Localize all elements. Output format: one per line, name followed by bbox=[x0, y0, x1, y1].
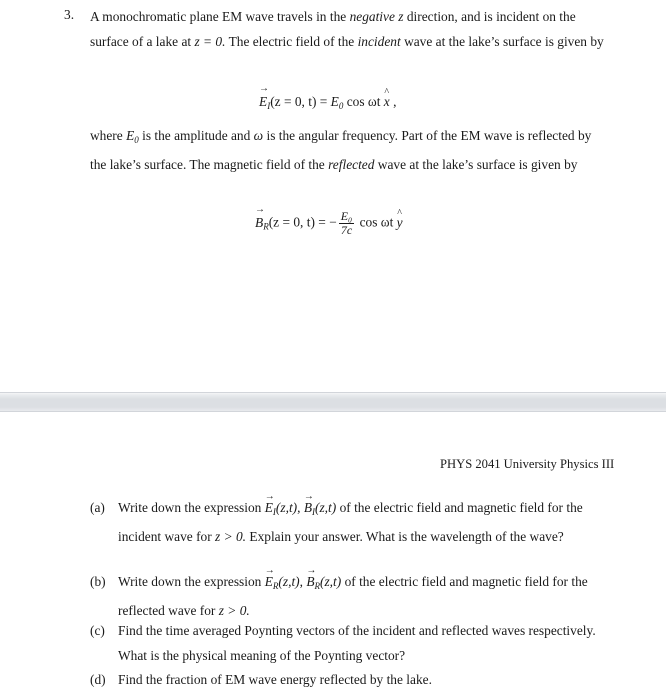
para2-text-2: is the amplitude and bbox=[138, 128, 254, 143]
second-paragraph bbox=[90, 124, 610, 177]
part-b-vector-B: → B bbox=[306, 570, 314, 595]
part-a-condition: z > 0. bbox=[215, 528, 247, 544]
intro-text-2: direction, and is incident on the surface of a lake at bbox=[90, 9, 576, 49]
fraction-numerator: E₀ bbox=[340, 209, 353, 223]
part-c bbox=[90, 619, 610, 668]
part-b-sep: , bbox=[299, 574, 307, 589]
part-a-text-3: Explain your answer. What is the wavelength of the wave? bbox=[246, 528, 564, 544]
symbol-E: E bbox=[126, 128, 135, 143]
vector-E: → E bbox=[259, 94, 267, 110]
part-b-sub-R-2: R bbox=[314, 581, 321, 591]
part-a-sub-I-2: I bbox=[312, 507, 316, 517]
part-a-args-1: (z,t) bbox=[275, 500, 298, 515]
eq2-args: (z = 0, t) = − bbox=[268, 214, 337, 230]
question-number: 3. bbox=[64, 7, 75, 22]
intro-paragraph bbox=[90, 5, 610, 54]
part-d-label: (d) bbox=[90, 672, 106, 687]
part-d bbox=[90, 668, 610, 693]
part-b bbox=[90, 570, 610, 623]
para2-emphasis-reflected: reflected bbox=[328, 156, 375, 172]
vector-B: → B bbox=[255, 215, 263, 231]
symbol-omega: ω bbox=[253, 128, 264, 143]
part-a bbox=[90, 496, 610, 549]
eq1-tail: , bbox=[389, 94, 397, 109]
fraction-E0-over-7c bbox=[339, 210, 355, 237]
part-a-args-2: (z,t) bbox=[315, 500, 337, 515]
fraction-denominator: 7c bbox=[340, 223, 353, 237]
part-a-text-2: of the electric field and magnetic field for the incident wave for bbox=[118, 500, 583, 544]
part-d-text: Find the fraction of EM wave energy reflected by the lake. bbox=[118, 672, 432, 687]
para2-text-4: wave at the lake’s surface is given by bbox=[374, 156, 578, 172]
part-b-condition: z > 0. bbox=[218, 602, 250, 618]
intro-emphasis-incident: incident bbox=[357, 33, 401, 49]
part-a-sub-I: I bbox=[272, 507, 276, 517]
intro-emphasis-negative-z: negative z bbox=[349, 9, 404, 24]
page-separator bbox=[0, 392, 666, 412]
part-a-vector-E: → E bbox=[265, 496, 273, 521]
subscript-R: R bbox=[263, 221, 269, 232]
part-b-sub-R: R bbox=[272, 581, 279, 591]
part-b-text-2: of the electric field and magnetic field for the reflected wave for bbox=[118, 574, 588, 618]
part-c-text: Find the time averaged Poynting vectors of the incident and reflected waves respectively. What is the physical meaning of the Poynting vector? bbox=[118, 623, 596, 663]
eq1-cos: cos ωt bbox=[343, 94, 384, 109]
intro-text-4: wave at the lake’s surface is given by bbox=[400, 33, 604, 49]
subscript-0: 0 bbox=[338, 101, 344, 111]
subscript-I: I bbox=[267, 101, 271, 111]
part-a-sep: , bbox=[297, 500, 304, 515]
part-b-vector-E: → E bbox=[265, 570, 273, 595]
page-bottom bbox=[0, 412, 666, 700]
eq1-E: E bbox=[330, 94, 339, 109]
unit-vector-x: ^ x bbox=[384, 94, 390, 110]
part-c-label: (c) bbox=[90, 623, 105, 638]
part-a-label: (a) bbox=[90, 500, 105, 515]
unit-vector-y: ^ y bbox=[397, 215, 403, 231]
equation-reflected-magnetic-field bbox=[255, 210, 403, 237]
intro-text-1: A monochromatic plane EM wave travels in the bbox=[90, 9, 350, 24]
para2-text-3: is the angular frequency. Part of the EM wave is reflected by the lake’s surface. The magnetic field of the bbox=[90, 128, 592, 172]
part-b-args-1: (z,t) bbox=[278, 574, 300, 589]
part-b-text-1: Write down the expression bbox=[118, 574, 265, 589]
part-b-args-2: (z,t) bbox=[320, 574, 342, 589]
eq1-args: (z = 0, t) = bbox=[270, 94, 331, 109]
equation-incident-electric-field bbox=[259, 94, 396, 111]
para2-text-1: where bbox=[90, 128, 127, 143]
symbol-E0-sub: 0 bbox=[134, 135, 139, 145]
part-a-vector-B: → B bbox=[304, 496, 312, 521]
intro-text-3: The electric field of the bbox=[225, 33, 358, 49]
course-header: PHYS 2041 University Physics III bbox=[440, 457, 615, 471]
part-b-label: (b) bbox=[90, 574, 106, 589]
intro-z0: z = 0. bbox=[194, 33, 226, 49]
part-a-text-1: Write down the expression bbox=[118, 500, 265, 515]
eq2-cos: cos ωt bbox=[356, 214, 397, 230]
